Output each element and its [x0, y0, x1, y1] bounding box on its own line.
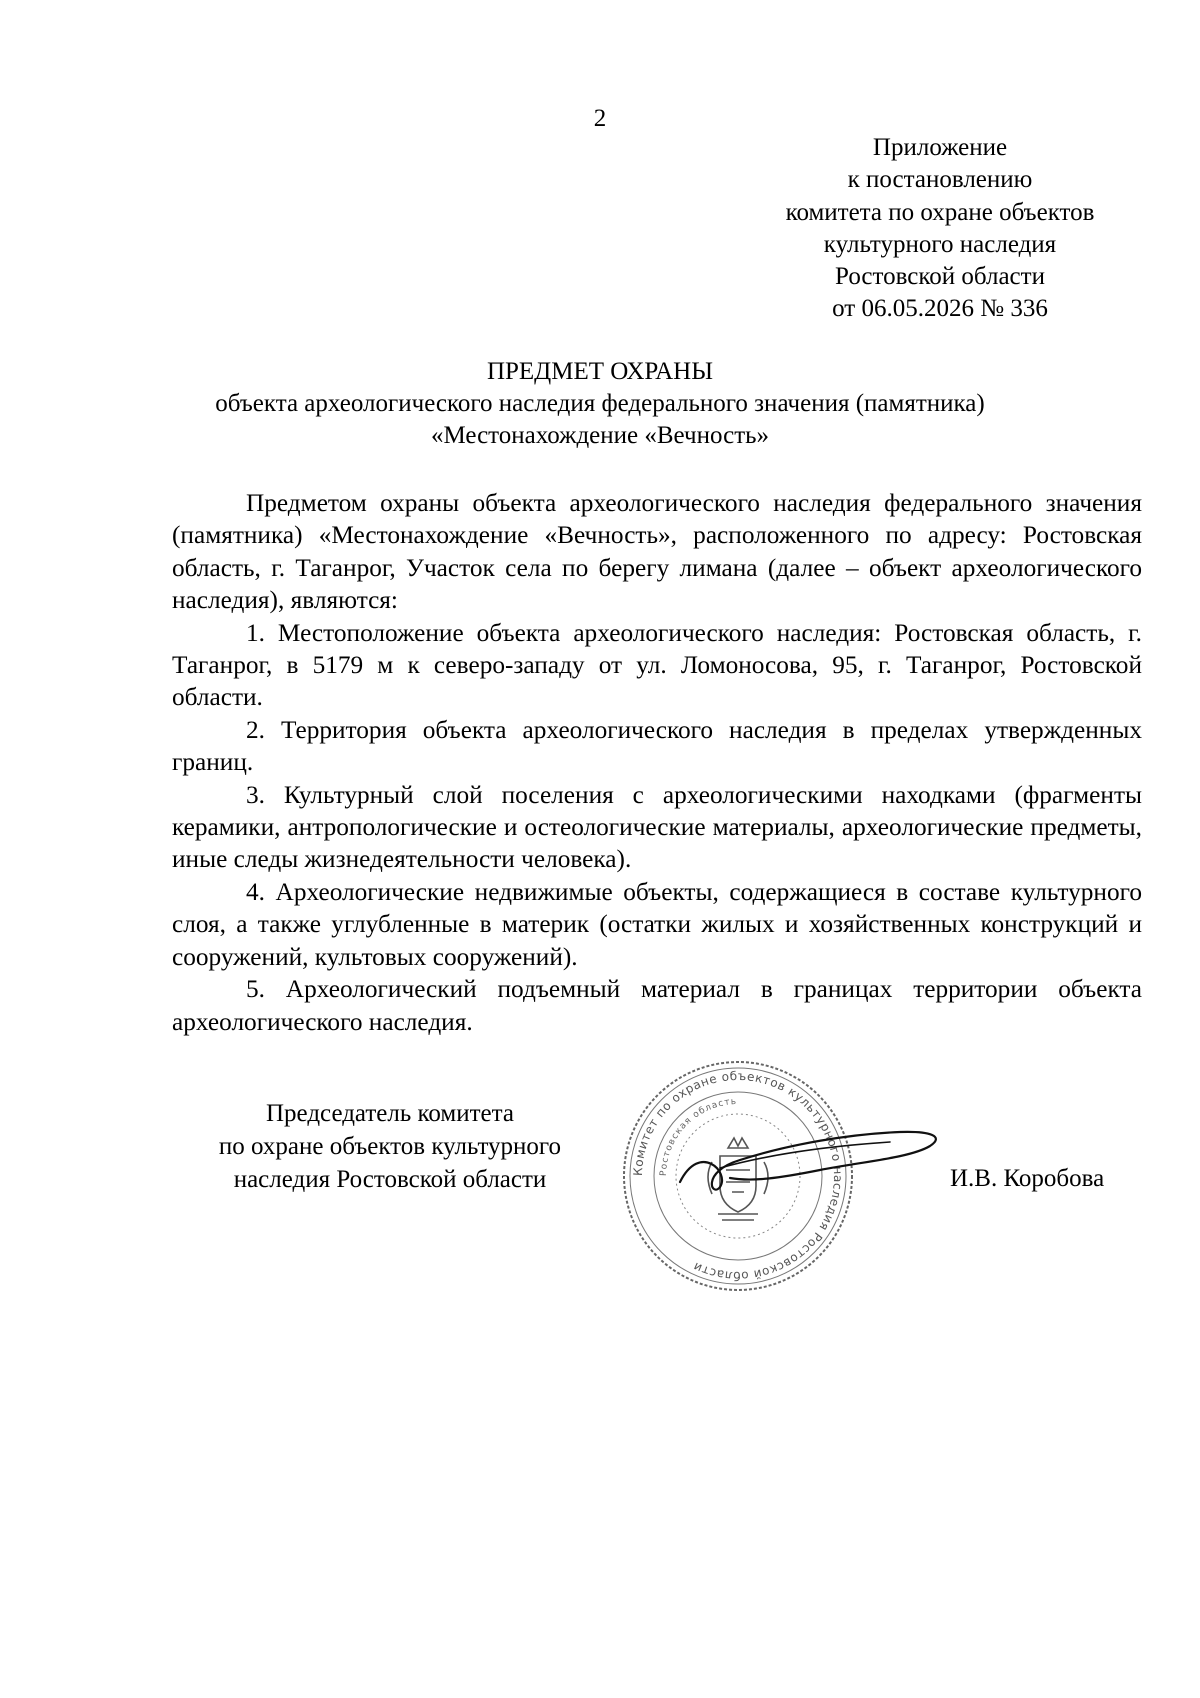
signatory-title-line: по охране объектов культурного — [218, 1133, 562, 1160]
handwritten-signature — [660, 1112, 960, 1202]
list-item: 3. Культурный слой поселения с археологическими находками (фрагменты керамики, антропологические и остеологические материалы, археологические предметы, иные следы жизнедеятельности человека). — [172, 780, 1142, 874]
seal-inner-textpath: Ростовская область — [658, 1096, 738, 1177]
appendix-line: культурного наследия — [823, 230, 1057, 258]
signatory-title-line: Председатель комитета — [266, 1100, 514, 1127]
signatory-title-line: наследия Ростовской области — [233, 1166, 547, 1193]
appendix-date-line: от 06.05.2026 № 336 — [832, 295, 1048, 323]
list-item: 1. Местоположение объекта археологического наследия: Ростовская область, г. Таганрог, в 5179 м к северо-западу от ул. Ломоносова, 95, г. Таганрог, Ростовской области. — [172, 618, 1142, 712]
appendix-line: комитета по охране объектов — [785, 198, 1095, 226]
appendix-line: Ростовской области — [835, 263, 1045, 291]
document-body — [172, 487, 1142, 1038]
title-line: «Местонахождение «Вечность» — [430, 422, 770, 449]
list-item: 5. Археологический подъемный материал в границах территории объекта археологического наследия. — [172, 975, 1142, 1036]
appendix-line: к постановлению — [847, 166, 1033, 194]
signatory-name: И.В. Коробова — [950, 1165, 1105, 1192]
signatory-title — [180, 1097, 600, 1196]
appendix-block — [740, 132, 1140, 326]
title-line: объекта археологического наследия федерального значения (памятника) — [215, 390, 985, 417]
seal-outer-textpath: Комитет по охране объектов культурного наследия Ростовской области — [630, 1068, 846, 1284]
list-item: 4. Археологические недвижимые объекты, содержащиеся в составе культурного слоя, а также углубленные в материк (остатки жилых и хозяйственных конструкций и сооружений, культовых сооружений). — [172, 877, 1142, 971]
page-number: 2 — [593, 105, 607, 132]
list-item: 2. Территория объекта археологического наследия в пределах утвержденных границ. — [172, 715, 1142, 777]
appendix-line: Приложение — [872, 134, 1008, 161]
intro-paragraph: Предметом охраны объекта археологического наследия федерального значения (памятника) «Местонахождение «Вечность», расположенного по адресу: Ростовская область, г. Таганрог, Участок села по берегу лимана (далее – объект археологического наследия), являются: — [172, 489, 1142, 615]
title-heading: ПРЕДМЕТ ОХРАНЫ — [486, 358, 714, 385]
document-title — [100, 356, 1100, 452]
